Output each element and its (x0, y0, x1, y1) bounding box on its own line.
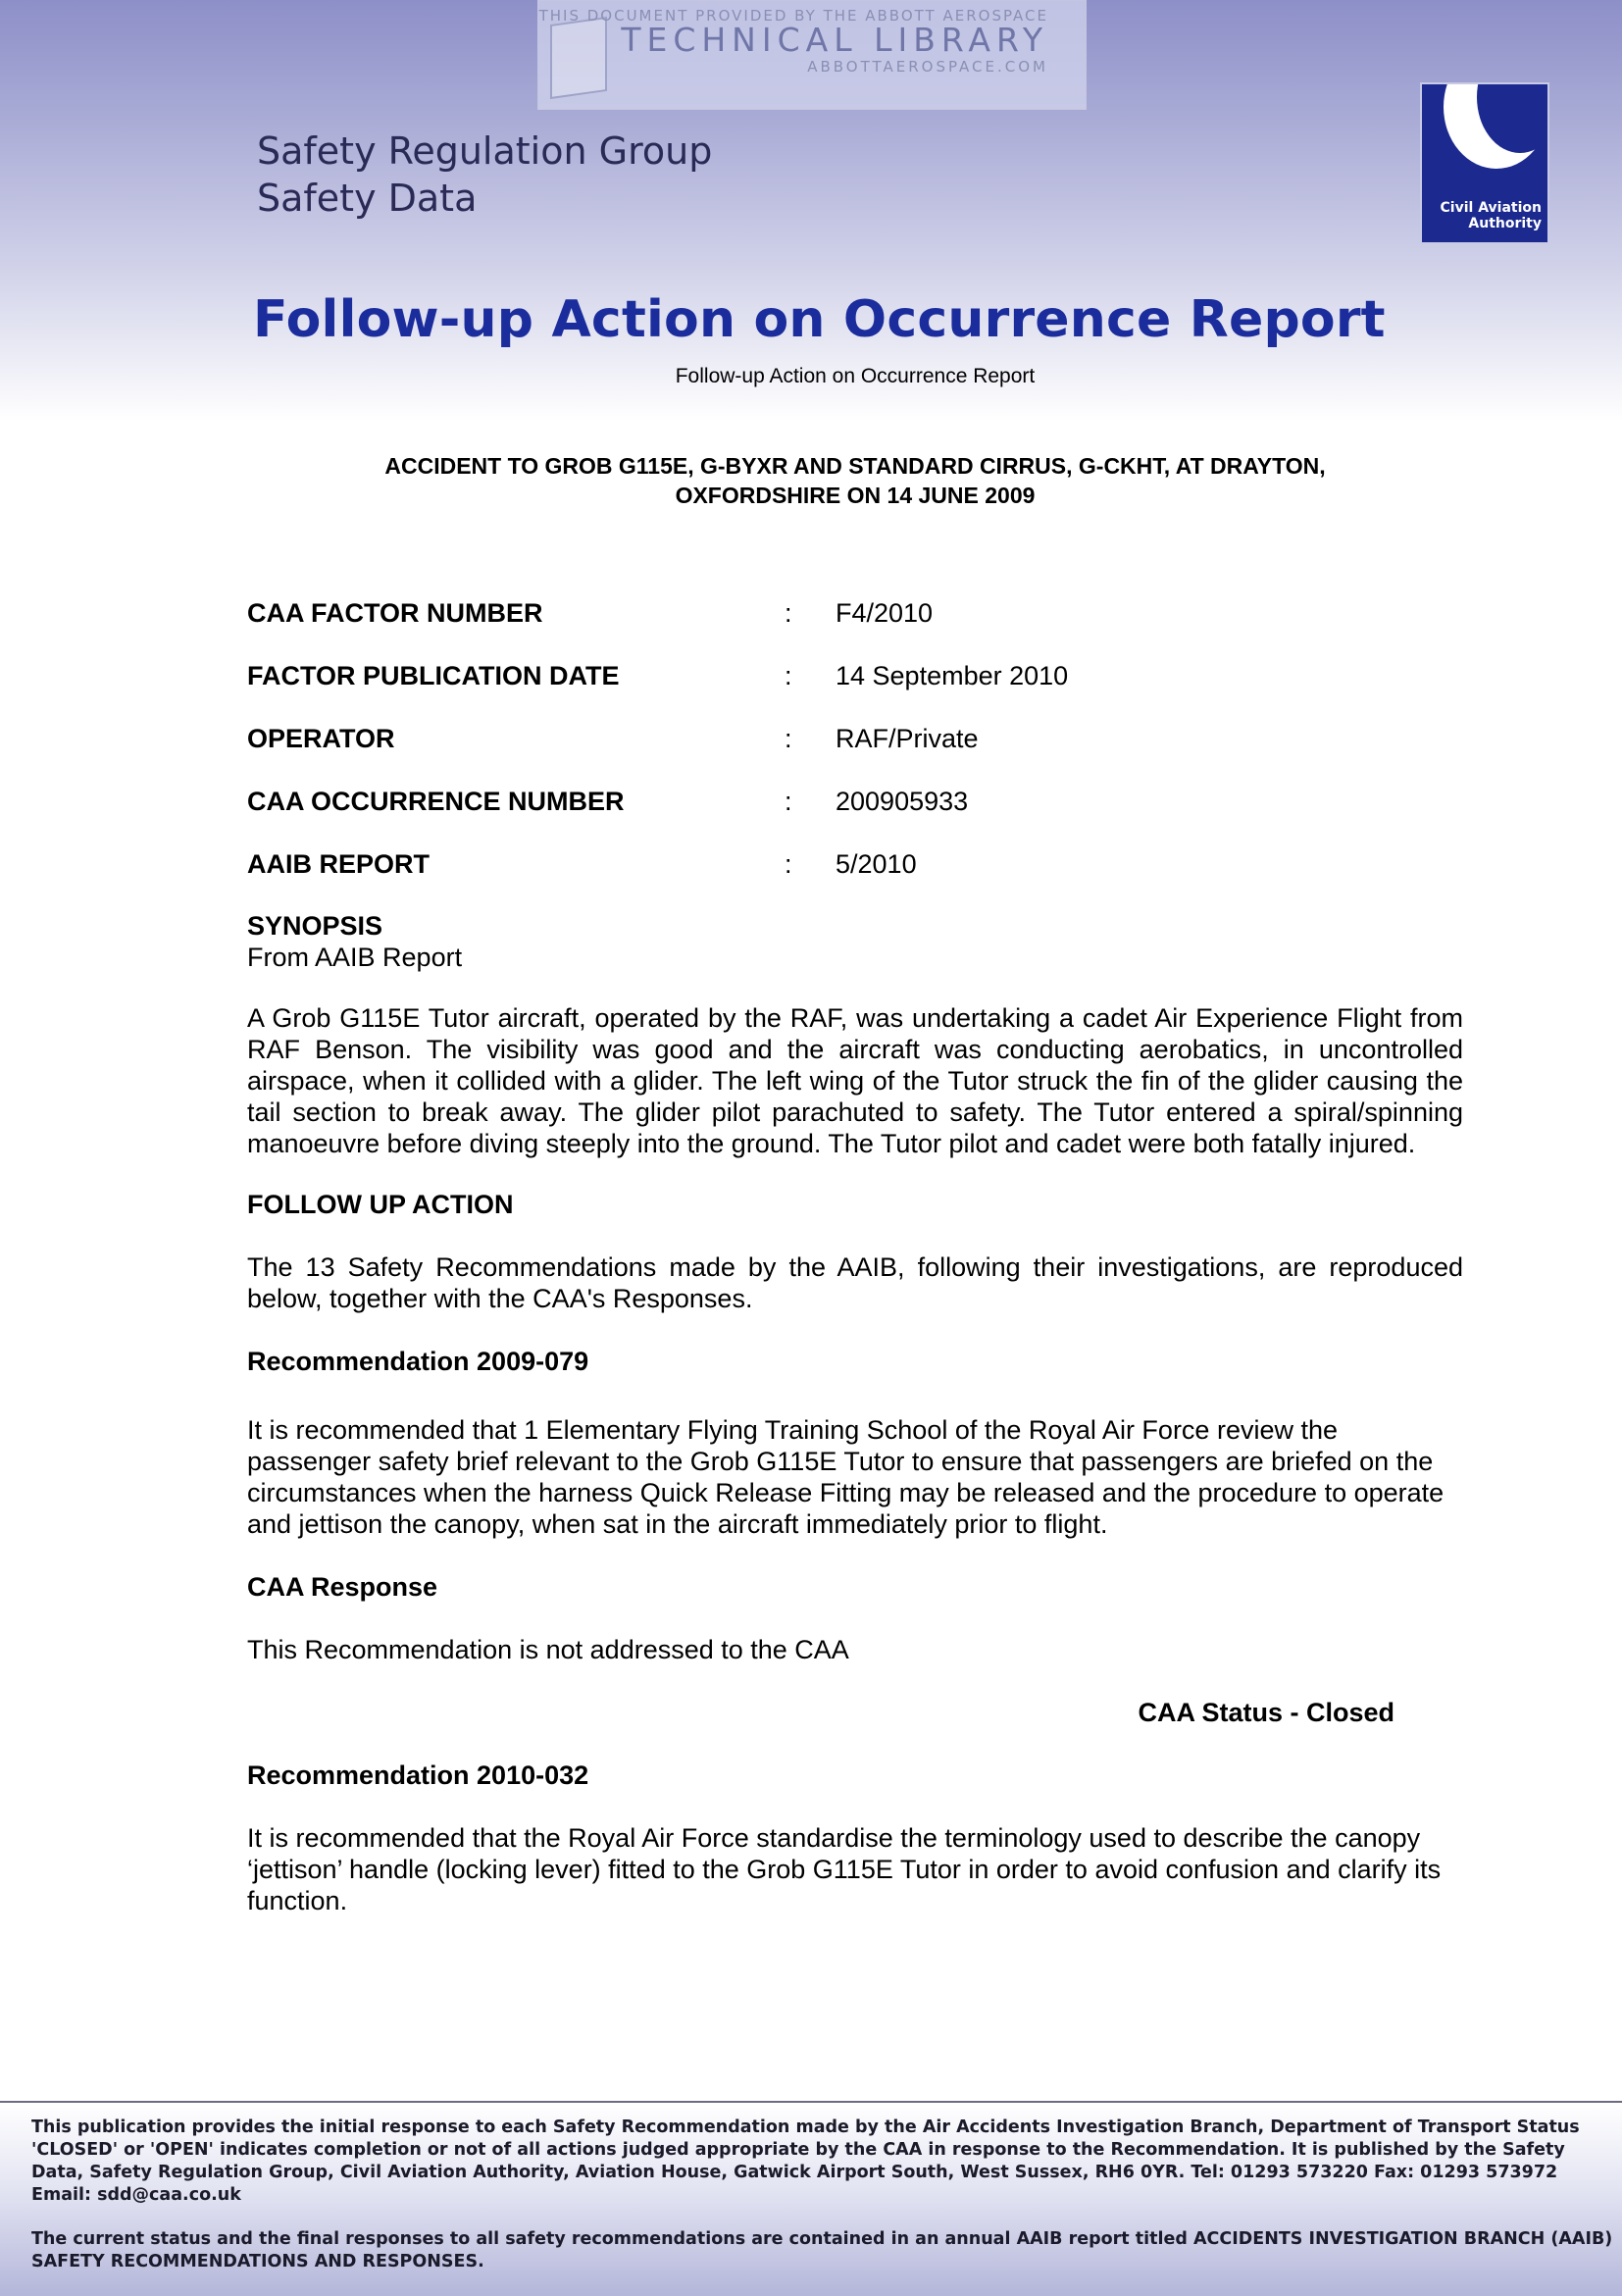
document-icon (550, 17, 607, 99)
fact-label: OPERATOR (247, 724, 395, 753)
logo-text-line1: Civil Aviation (1440, 200, 1542, 216)
logo-text (1422, 200, 1542, 231)
synopsis-source: From AAIB Report (247, 943, 463, 972)
fact-value: F4/2010 (836, 598, 934, 628)
synopsis-heading: SYNOPSIS (247, 911, 383, 941)
fact-value: 5/2010 (836, 849, 917, 879)
recommendation-text: It is recommended that the Royal Air Force standardise the terminology used to describe the canopy ‘jettison’ handle (locking lever) fitted to the Grob G115E Tutor in order to avoid confusion and clarify its function. (247, 1823, 1442, 1915)
accident-title (247, 451, 1463, 510)
caa-status: CAA Status - Closed (1138, 1698, 1394, 1727)
recommendation-heading: Recommendation 2010-032 (247, 1760, 589, 1790)
fact-colon: : (785, 849, 792, 879)
group-title-line2: Safety Data (257, 177, 478, 220)
footer-paragraph: This publication provides the initial response to each Safety Recommendation made by the Air Accidents Investigation Branch, Department of Transport Status 'CLOSED' or 'OPEN' indicates completion or not of all actions judged appropriate by the CAA in response to the Recommendation. It is published by the Safety Data, Safety Regulation Group, Civil Aviation Authority, Aviation House, Gatwick Airport South, West Sussex, RH6 0YR. Tel: 01293 573220 Fax: 01293 573972 Email: sdd@caa.co.uk (31, 2117, 1580, 2205)
fact-row (247, 724, 1463, 787)
follow-up-heading: FOLLOW UP ACTION (247, 1190, 514, 1219)
logo-text-line2: Authority (1468, 216, 1542, 231)
fact-value: 14 September 2010 (836, 661, 1069, 690)
recommendation-text: It is recommended that 1 Elementary Flying Training School of the Royal Air Force review the passenger safety brief relevant to the Grob G115E Tutor to ensure that passengers are briefed on the circumstances when the harness Quick Release Fitting may be released and the procedure to operate and jettison the canopy, when sat in the aircraft immediately prior to flight. (247, 1415, 1445, 1539)
synopsis-text: A Grob G115E Tutor aircraft, operated by the RAF, was undertaking a cadet Air Experience Flight from RAF Benson. The visibility was good and the aircraft was conducting aerobatics, in uncontrolled airspace, when it collided with a glider. The left wing of the Tutor struck the fin of the glider causing the tail section to break away. The glider pilot parachuted to safety. The Tutor entered a spiral/spinning manoeuvre before diving steeply into the ground. The Tutor pilot and cadet were both fatally injured. (247, 1003, 1463, 1158)
watermark-line2: TECHNICAL LIBRARY (621, 21, 1048, 59)
group-title-line1: Safety Regulation Group (257, 129, 713, 173)
footer-paragraph: The current status and the final responses to all safety recommendations are contained in an annual AAIB report titled ACCIDENTS INVESTIGATION BRANCH (AAIB) SAFETY RECOMMENDATIONS AND RESPONSES. (31, 2229, 1613, 2271)
watermark-line3: ABBOTTAEROSPACE.COM (807, 58, 1048, 76)
fact-row (247, 661, 1463, 724)
fact-colon: : (785, 661, 792, 690)
caa-logo (1420, 82, 1549, 244)
fact-colon: : (785, 787, 792, 816)
fact-label: AAIB REPORT (247, 849, 431, 879)
fact-value: RAF/Private (836, 724, 979, 753)
accident-title-line2: OXFORDSHIRE ON 14 JUNE 2009 (675, 483, 1036, 508)
watermark-line1: THIS DOCUMENT PROVIDED BY THE ABBOTT AEROSPACE (538, 7, 1048, 25)
fact-colon: : (785, 724, 792, 753)
technical-library-watermark (537, 0, 1087, 110)
fact-row (247, 598, 1463, 661)
report-subheader: Follow-up Action on Occurrence Report (675, 365, 1036, 387)
caa-response-text: This Recommendation is not addressed to the CAA (247, 1635, 849, 1664)
recommendation-heading: Recommendation 2009-079 (247, 1347, 589, 1376)
fact-label: FACTOR PUBLICATION DATE (247, 661, 620, 690)
caa-response-heading: CAA Response (247, 1572, 438, 1602)
accident-title-line1: ACCIDENT TO GROB G115E, G-BYXR AND STANDARD CIRRUS, G-CKHT, AT DRAYTON, (384, 453, 1326, 479)
fact-value: 200905933 (836, 787, 969, 816)
fact-row (247, 787, 1463, 849)
report-body (247, 598, 1463, 1916)
footer-notice (0, 2101, 1622, 2296)
report-title: Follow-up Action on Occurrence Report (253, 290, 1386, 349)
follow-up-text: The 13 Safety Recommendations made by the AAIB, following their investigations, are reproduced below, together with the CAA's Responses. (247, 1252, 1463, 1313)
fact-colon: : (785, 598, 792, 628)
fact-label: CAA OCCURRENCE NUMBER (247, 787, 625, 816)
fact-row (247, 849, 1463, 910)
fact-label: CAA FACTOR NUMBER (247, 598, 543, 628)
group-title (257, 128, 712, 222)
